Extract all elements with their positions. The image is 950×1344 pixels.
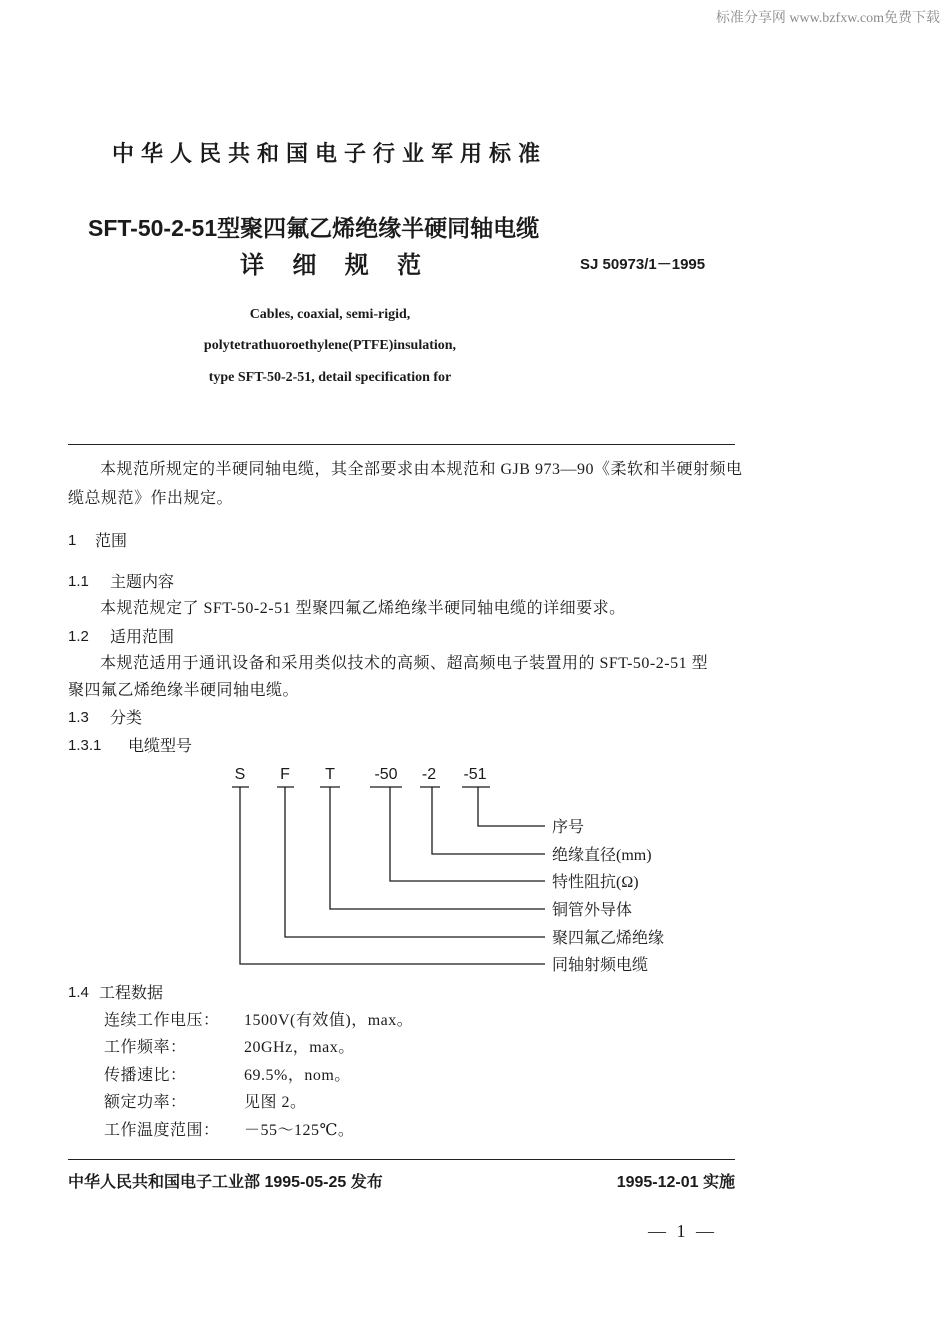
intro-line: 本规范所规定的半硬同轴电缆，其全部要求由本规范和 GJB 973—90《柔软和半硬射频电: [100, 461, 743, 478]
model-code-serial: -51: [463, 766, 487, 783]
section-number: 1.4: [68, 984, 89, 1001]
section-heading: 主题内容: [110, 572, 175, 591]
leader-line-diameter: [432, 787, 545, 854]
section-heading: 范围: [95, 531, 128, 550]
leader-line-serial: [478, 787, 545, 826]
model-code-f: F: [280, 766, 290, 783]
meaning-serial: 序号: [552, 819, 585, 836]
meaning-impedance: 特性阻抗(Ω): [552, 874, 639, 891]
spec-label: 连续工作电压：: [104, 1012, 220, 1029]
model-designation-diagram: [0, 755, 950, 980]
document-title: SFT-50-2-51型聚四氟乙烯绝缘半硬同轴电缆: [88, 215, 540, 241]
section-text-line: 聚四氟乙烯绝缘半硬同轴电缆。: [68, 682, 300, 699]
leader-line-impedance: [390, 787, 545, 881]
english-title-line: Cables, coaxial, semi-rigid,: [249, 307, 411, 322]
meaning-insulation: 聚四氟乙烯绝缘: [552, 930, 665, 947]
section-number: 1.3.1: [68, 737, 102, 754]
spec-value: 20GHz，max。: [244, 1039, 355, 1056]
standard-code: SJ 50973/1－1995: [580, 256, 706, 273]
section-number: 1: [68, 532, 77, 549]
section-text-line: 本规范适用于通讯设备和采用类似技术的高频、超高频电子装置用的 SFT-50-2-51 型: [100, 655, 709, 672]
spec-label: 额定功率：: [104, 1094, 187, 1111]
section-number: 1.3: [68, 709, 89, 726]
spec-value: －55～125℃。: [244, 1122, 355, 1139]
issue-info: 中华人民共和国电子工业部 1995-05-25 发布: [68, 1174, 383, 1191]
meaning-diameter: 绝缘直径(mm): [552, 847, 652, 864]
model-code-diameter: -2: [421, 766, 437, 783]
model-code-t: T: [325, 766, 335, 783]
page-number: — 1 —: [648, 1221, 717, 1241]
spec-value: 69.5%，nom。: [244, 1067, 351, 1084]
model-code-impedance: -50: [374, 766, 398, 783]
section-number: 1.1: [68, 573, 89, 590]
english-title-line: type SFT-50-2-51, detail specification for: [208, 370, 452, 385]
standard-category: 中华人民共和国电子行业军用标准: [112, 142, 548, 167]
leader-line-f: [285, 787, 545, 937]
section-number: 1.2: [68, 628, 89, 645]
watermark: 标准分享网 www.bzfxw.com免费下载: [715, 11, 940, 26]
section-heading: 分类: [110, 708, 143, 727]
section-heading: 适用范围: [110, 627, 175, 646]
model-code-s: S: [234, 766, 246, 783]
meaning-outer-conductor: 铜管外导体: [552, 902, 633, 919]
english-title-line: polytetrathuoroethylene(PTFE)insulation,: [203, 338, 457, 353]
spec-value: 见图 2。: [244, 1094, 307, 1111]
meaning-cable-type: 同轴射频电缆: [552, 957, 649, 974]
spec-label: 工作温度范围：: [104, 1122, 220, 1139]
effective-date: 1995-12-01 实施: [616, 1174, 735, 1191]
header-divider: [68, 444, 735, 445]
section-heading: 工程数据: [99, 983, 164, 1002]
spec-label: 工作频率：: [104, 1039, 187, 1056]
leader-line-t: [330, 787, 545, 909]
section-text-line: 本规范规定了 SFT-50-2-51 型聚四氟乙烯绝缘半硬同轴电缆的详细要求。: [100, 600, 626, 617]
spec-label: 传播速比：: [104, 1067, 187, 1084]
section-heading: 电缆型号: [128, 736, 193, 755]
spec-value: 1500V(有效值)，max。: [244, 1012, 414, 1029]
intro-line: 缆总规范》作出规定。: [68, 490, 234, 507]
document-subtitle: 详 细 规 范: [240, 251, 432, 279]
footer-divider: [68, 1159, 735, 1160]
